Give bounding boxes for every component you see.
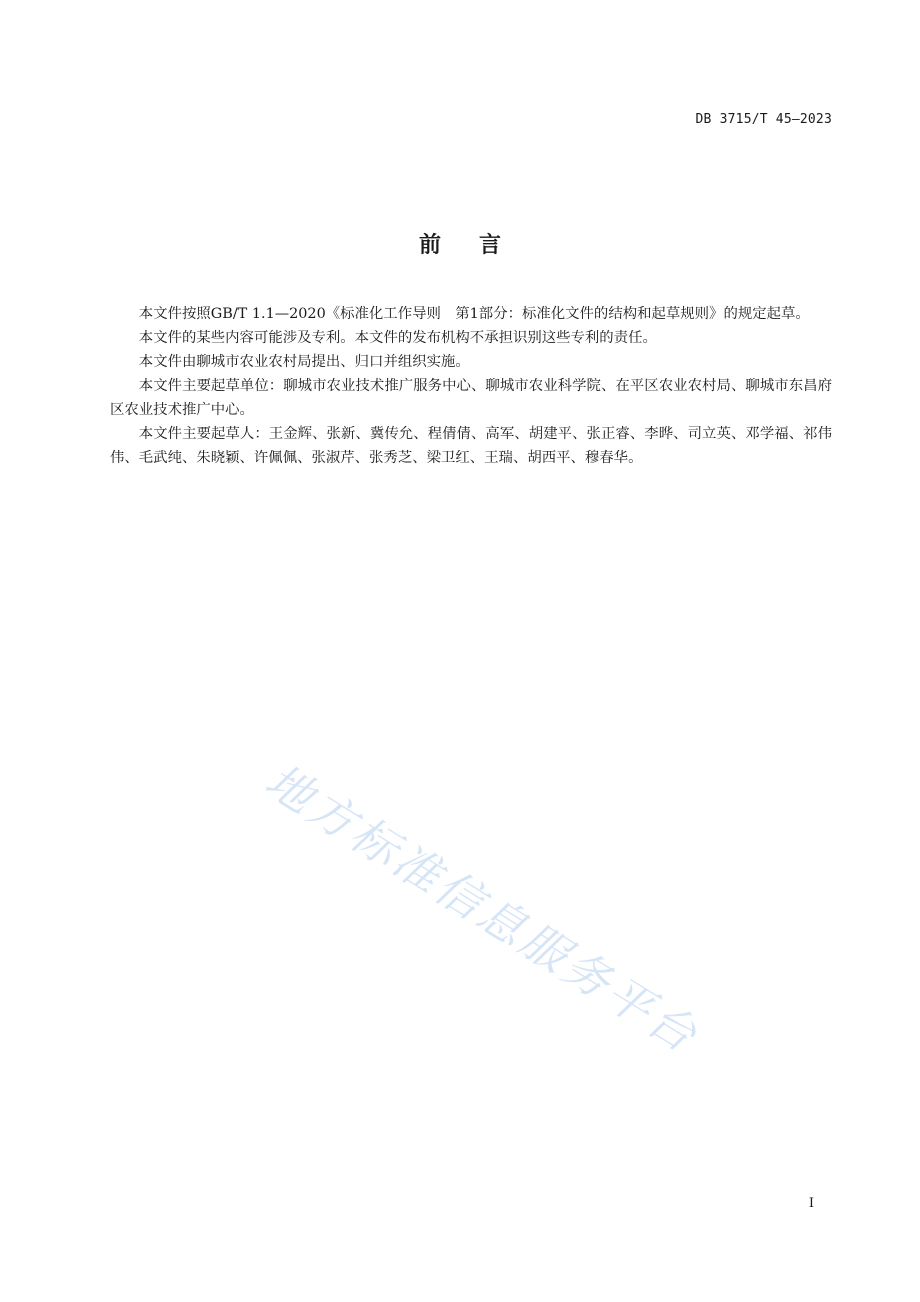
paragraph-patent-notice: 本文件的某些内容可能涉及专利。本文件的发布机构不承担识别这些专利的责任。 bbox=[138, 330, 657, 346]
foreword-body bbox=[110, 302, 832, 470]
page-number: I bbox=[808, 1196, 814, 1211]
watermark: 地方标准信息服务平台 bbox=[256, 753, 709, 1064]
paragraph-drafters: 本文件主要起草人：王金辉、张新、冀传允、程倩倩、高军、胡建平、张正睿、李晔、司立英、邓学福、祁伟伟、毛武纯、朱晓颖、许佩佩、张淑芹、张秀芝、梁卫红、王瑞、胡西平、穆春华。 bbox=[110, 426, 832, 466]
paragraph-drafting-units: 本文件主要起草单位：聊城市农业技术推广服务中心、聊城市农业科学院、在平区农业农村局、聊城市东昌府区农业技术推广中心。 bbox=[110, 378, 832, 418]
paragraph-drafting-basis: 本文件按照GB/T 1.1—2020《标准化工作导则 第1部分：标准化文件的结构和起草规则》的规定起草。 bbox=[138, 306, 810, 322]
paragraph-proposer: 本文件由聊城市农业农村局提出、归口并组织实施。 bbox=[138, 354, 470, 370]
document-code: DB 3715/T 45—2023 bbox=[695, 112, 832, 127]
page-title: 前言 bbox=[418, 233, 539, 258]
